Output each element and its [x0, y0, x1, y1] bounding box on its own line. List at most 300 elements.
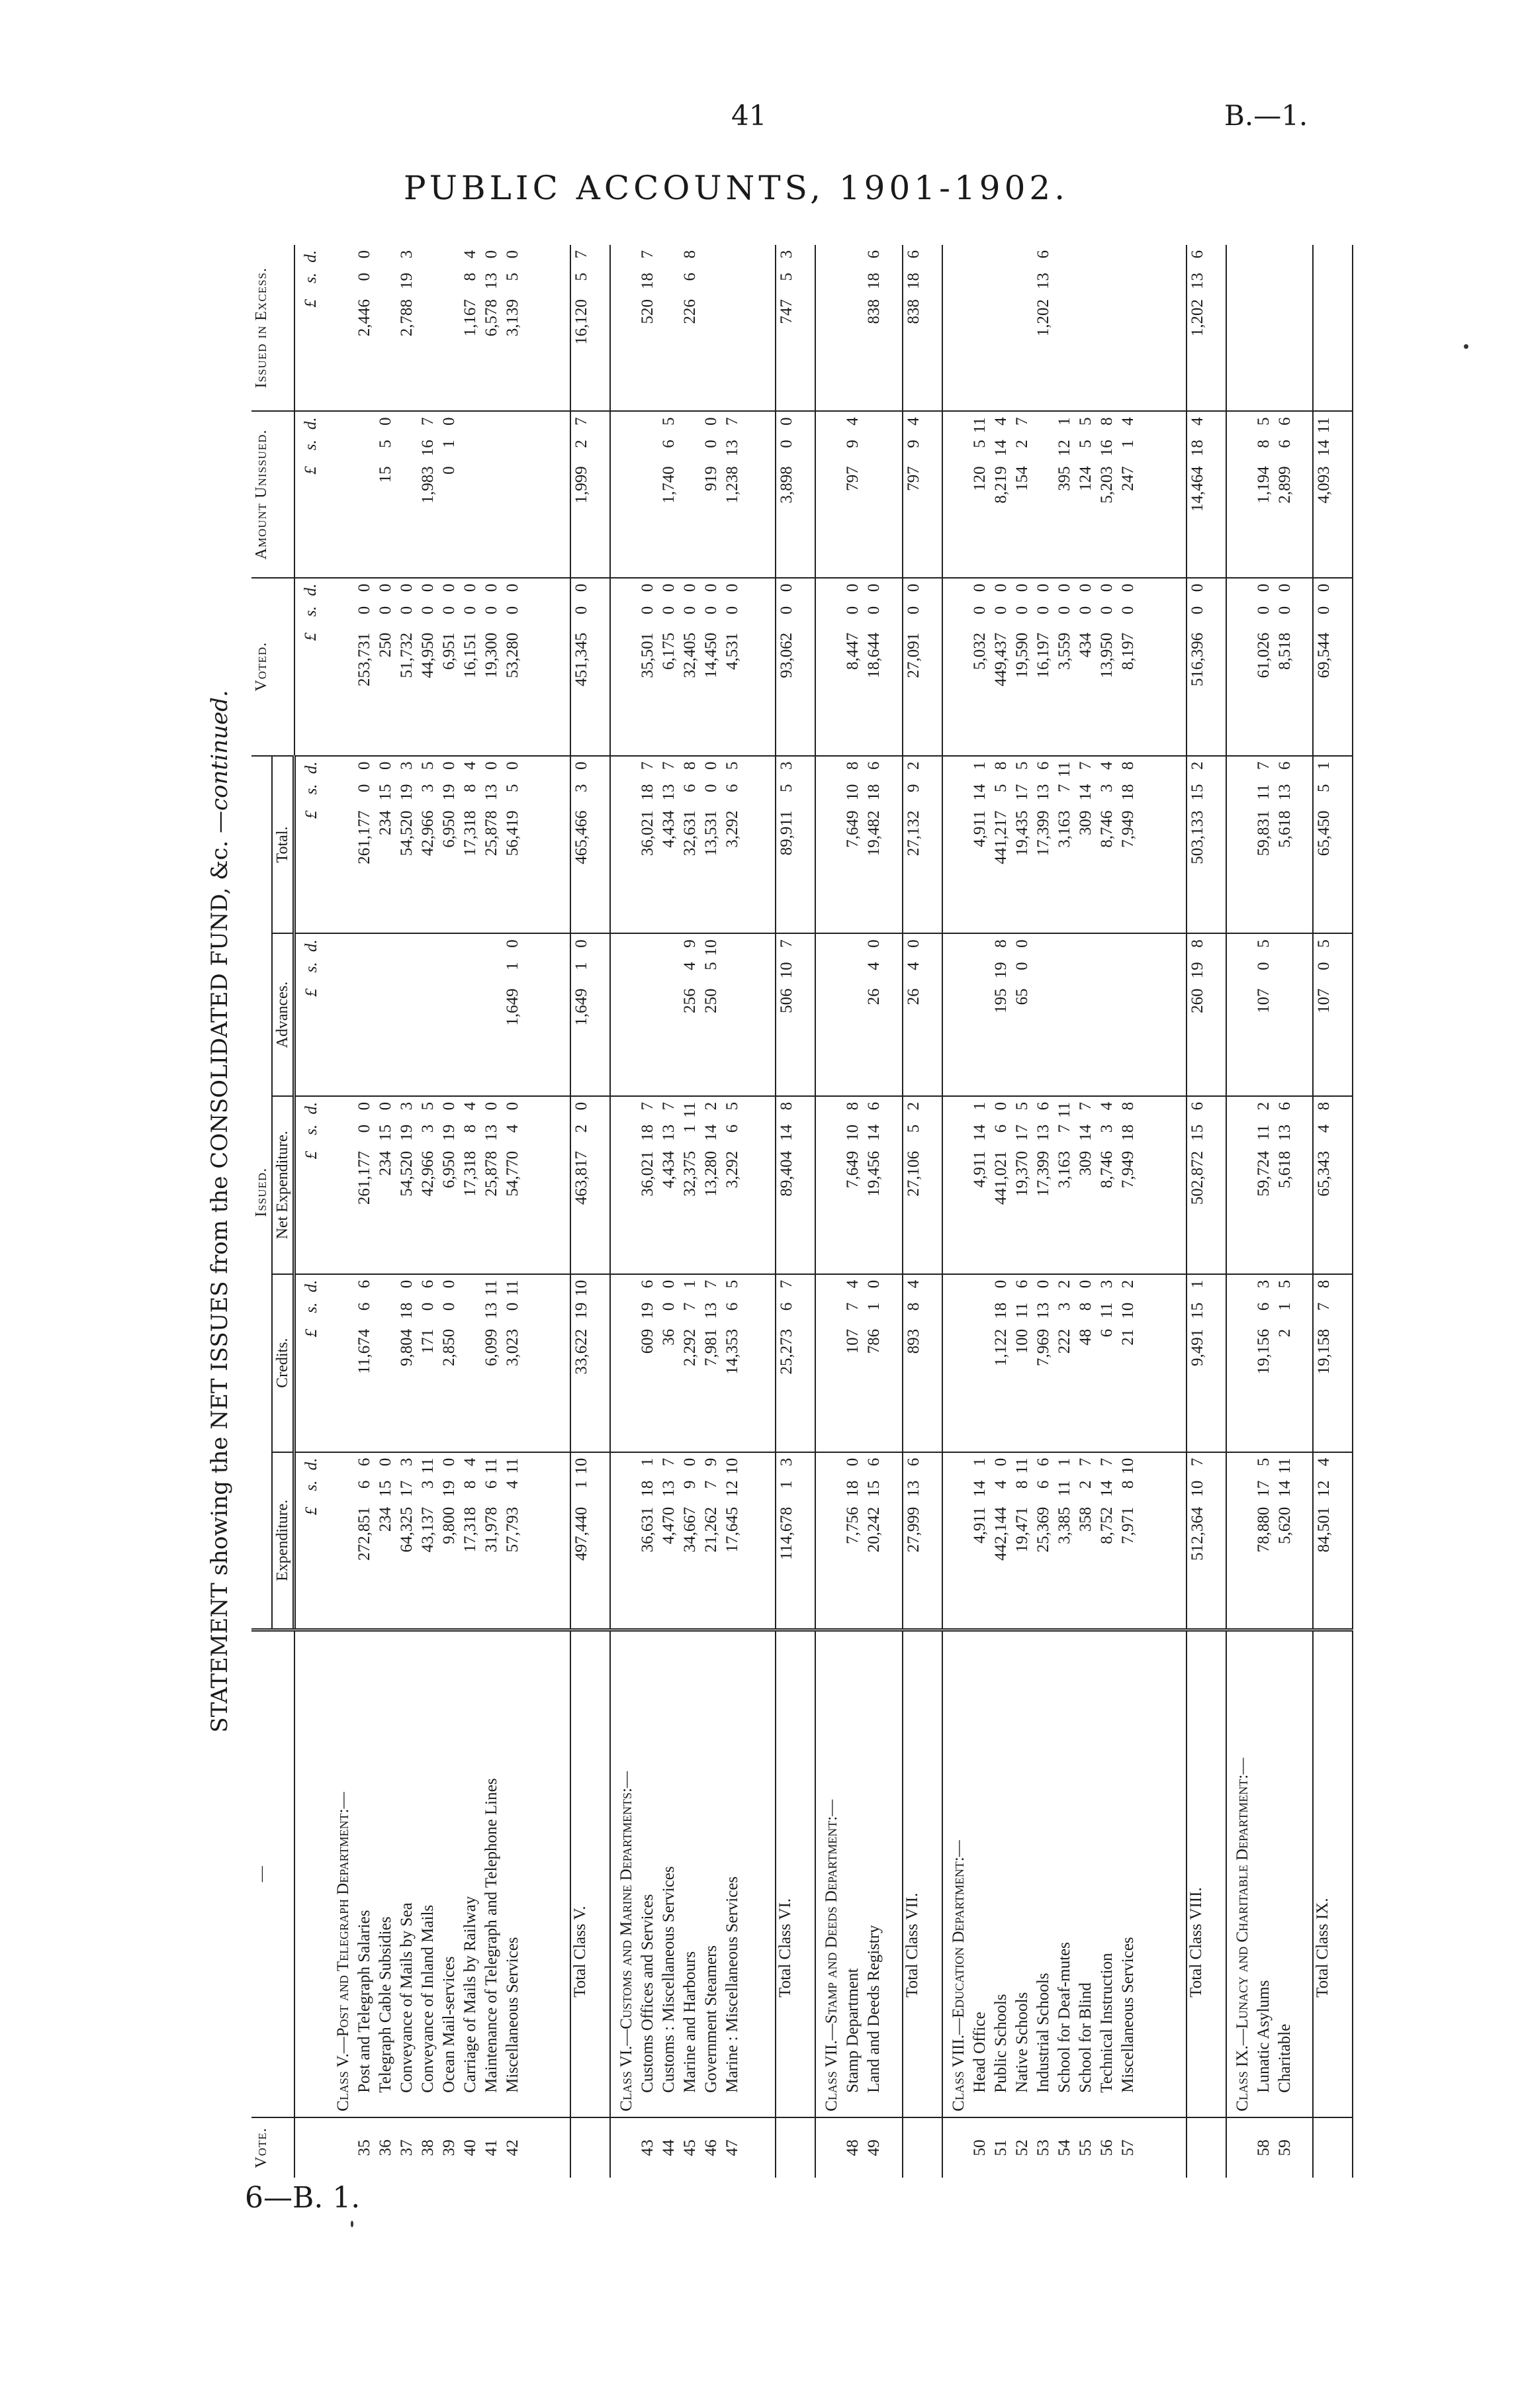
- amount-part: 8: [461, 273, 479, 281]
- amount-part: 0: [355, 250, 373, 259]
- amount-part: 6,950: [439, 1150, 458, 1189]
- amount-part: 11: [482, 1279, 500, 1296]
- amount-part: 3: [1097, 784, 1116, 793]
- amount-part: 0: [702, 417, 721, 426]
- amount-part: 7: [660, 761, 678, 770]
- amount-part: 0: [991, 583, 1010, 592]
- cred-total: [1313, 1274, 1353, 1452]
- unit-label: £: [301, 299, 320, 308]
- amount-part: 2: [1254, 1101, 1273, 1111]
- amount-part: 7: [572, 250, 591, 259]
- col-issued-header: Issued.: [251, 756, 272, 1630]
- amount-part: 2: [904, 1101, 922, 1111]
- amount-part: 6: [1034, 1101, 1052, 1111]
- amount-part: 0: [355, 1101, 373, 1111]
- voted-cells: [328, 578, 571, 756]
- vote-number: 54: [1055, 2139, 1073, 2156]
- amount-part: 64,325: [397, 1506, 416, 1553]
- amount-part: 13: [660, 784, 678, 801]
- amount-part: 43,137: [418, 1506, 437, 1553]
- amount-part: 7: [702, 1480, 721, 1489]
- amount-part: 512,364: [1188, 1506, 1206, 1561]
- vote-number: 35: [355, 2139, 373, 2156]
- amount-part: 8: [1188, 939, 1206, 948]
- amount-part: 0: [702, 440, 721, 448]
- class-block-row: [815, 245, 902, 2178]
- amount-part: 18: [639, 273, 657, 289]
- amount-part: 1: [639, 1458, 657, 1467]
- amount-part: 27,106: [904, 1150, 922, 1197]
- amount-part: 19,456: [865, 1150, 883, 1197]
- amount-part: 53,280: [503, 632, 521, 678]
- amount-part: 2: [1012, 440, 1031, 448]
- amount-part: 14: [970, 1480, 989, 1497]
- amount-part: 11: [1254, 784, 1273, 800]
- cred-cells: [1226, 1274, 1313, 1452]
- amount-part: 4: [904, 1279, 922, 1289]
- amount-part: 0: [723, 583, 742, 592]
- amount-part: 0: [482, 250, 500, 259]
- amount-part: 6: [639, 1279, 657, 1289]
- amount-part: 65: [1012, 988, 1031, 1005]
- class-heading: Class IX.—Lunacy and Charitable Department:—: [1233, 1757, 1251, 2111]
- unit-label: d.: [302, 1101, 320, 1115]
- amount-part: 838: [904, 299, 922, 324]
- amount-part: 6: [723, 1302, 742, 1311]
- amount-part: 13: [1034, 273, 1052, 289]
- amount-part: 272,851: [355, 1506, 373, 1561]
- amount-part: 9: [904, 440, 922, 448]
- amount-part: 6: [1275, 440, 1294, 448]
- amount-part: 51,732: [397, 632, 416, 678]
- item-description: Native Schools: [1012, 1992, 1031, 2093]
- total-cells: [1226, 756, 1313, 934]
- amount-part: 3: [1097, 1279, 1116, 1289]
- amount-part: 6: [904, 250, 922, 259]
- amount-part: 4: [991, 417, 1010, 426]
- amount-part: 33,622: [572, 1328, 591, 1375]
- amount-part: 25,878: [482, 810, 500, 857]
- amount-part: 5: [1275, 1279, 1294, 1289]
- amount-part: 2: [904, 761, 922, 770]
- amount-part: 8: [1097, 417, 1116, 426]
- exc-cells: [942, 245, 1187, 411]
- amount-part: 13: [482, 273, 500, 289]
- amount-part: 17,399: [1034, 810, 1052, 857]
- amount-part: 5,203: [1097, 466, 1116, 504]
- exc-cells: [1226, 245, 1313, 411]
- amount-part: 8: [1012, 1480, 1031, 1489]
- amount-part: 3: [778, 1458, 796, 1467]
- amount-part: 8: [1118, 1480, 1137, 1489]
- amount-part: 14: [1076, 784, 1095, 801]
- amount-part: 3: [397, 1101, 416, 1111]
- amount-part: 0: [461, 583, 479, 592]
- amount-part: 14: [1076, 1124, 1095, 1141]
- amount-part: 5: [1315, 939, 1333, 948]
- amount-part: 0: [503, 939, 521, 948]
- amount-part: 497,440: [572, 1506, 591, 1561]
- amount-part: 4: [1315, 1458, 1333, 1467]
- unis-total: [1187, 411, 1226, 577]
- amount-part: 0: [660, 1302, 678, 1311]
- item-description: Carriage of Mails by Railway: [461, 1896, 479, 2093]
- item-description: Conveyance of Inland Mails: [418, 1904, 437, 2093]
- amount-part: 0: [355, 761, 373, 770]
- amount-part: 0: [355, 583, 373, 592]
- amount-part: 0: [355, 273, 373, 281]
- amount-part: 4: [1097, 1101, 1116, 1111]
- net-total: [570, 1096, 610, 1274]
- amount-part: 0: [723, 606, 742, 615]
- amount-part: 25,878: [482, 1150, 500, 1197]
- amount-part: 8,219: [991, 466, 1010, 504]
- amount-part: 261,177: [355, 1150, 373, 1205]
- vote-number: 45: [681, 2139, 699, 2156]
- amount-part: 6: [723, 1124, 742, 1133]
- amount-part: 6,950: [439, 810, 458, 848]
- amount-part: 0: [439, 583, 458, 592]
- amount-part: 18: [639, 1124, 657, 1141]
- amount-part: 5: [1315, 784, 1333, 793]
- vote-number: 59: [1275, 2139, 1294, 2156]
- amount-part: 57,793: [503, 1506, 521, 1553]
- amount-part: 797: [904, 466, 922, 491]
- item-description: Head Office: [970, 2012, 989, 2093]
- amount-part: 7,756: [844, 1506, 862, 1544]
- amount-part: 5: [970, 440, 989, 448]
- amount-part: 6: [865, 1458, 883, 1467]
- adv-total: [1313, 933, 1353, 1095]
- amount-part: 18: [639, 1480, 657, 1497]
- amount-part: 11: [1012, 1458, 1031, 1474]
- amount-part: 1: [503, 962, 521, 970]
- amount-part: 3,139: [503, 299, 521, 337]
- amount-part: 1,740: [660, 466, 678, 504]
- unit-label: d.: [301, 417, 320, 430]
- amount-part: 10: [702, 939, 721, 956]
- amount-part: 5,620: [1275, 1506, 1294, 1544]
- unit-label: £: [302, 810, 320, 819]
- amount-part: 9,800: [439, 1506, 458, 1544]
- amount-part: 0: [503, 761, 521, 770]
- description-cell: [610, 1630, 776, 2117]
- exc-total: [1187, 245, 1226, 411]
- amount-part: 19: [397, 784, 416, 801]
- amount-part: 1: [778, 1480, 796, 1489]
- amount-part: 36,021: [639, 810, 657, 857]
- amount-part: 5: [723, 761, 742, 770]
- amount-part: 0: [572, 606, 591, 615]
- vote-number: 53: [1034, 2139, 1052, 2156]
- amount-part: 9,491: [1188, 1328, 1206, 1366]
- amount-part: 3,292: [723, 1150, 742, 1189]
- amount-part: 48: [1076, 1328, 1095, 1346]
- amount-part: 3: [778, 250, 796, 259]
- amount-part: 5,618: [1275, 810, 1294, 848]
- description-cell: [815, 1630, 902, 2117]
- amount-part: 8,746: [1097, 1150, 1116, 1189]
- amount-part: 18: [865, 784, 883, 801]
- cred-cells: [610, 1274, 776, 1452]
- amount-part: 434: [1076, 632, 1095, 658]
- item-description: Land and Deeds Registry: [865, 1925, 883, 2093]
- amount-part: 0: [439, 1101, 458, 1111]
- amount-part: 7,969: [1034, 1328, 1052, 1366]
- amount-part: 15: [1188, 1124, 1206, 1141]
- amount-part: 10: [844, 784, 862, 801]
- amount-part: 18: [844, 1480, 862, 1497]
- amount-part: 14: [1315, 440, 1333, 457]
- exp-cells: [610, 1452, 776, 1630]
- amount-part: 6: [1275, 761, 1294, 770]
- caption-continued: —continued.: [206, 690, 233, 833]
- amount-part: 0: [376, 583, 394, 592]
- amount-part: 5,032: [970, 632, 989, 670]
- amount-part: 8: [1315, 1279, 1333, 1289]
- amount-part: 6: [904, 1458, 922, 1467]
- amount-part: 4: [1118, 417, 1137, 426]
- amount-part: 2,899: [1275, 466, 1294, 504]
- amount-part: 7: [418, 417, 437, 426]
- amount-part: 171: [418, 1328, 437, 1354]
- amount-part: 3,559: [1055, 632, 1073, 670]
- amount-part: 11: [1275, 1458, 1294, 1474]
- amount-part: 13: [482, 1124, 500, 1141]
- amount-part: 11: [681, 1101, 699, 1118]
- amount-part: 0: [660, 1279, 678, 1289]
- amount-part: 10: [572, 1279, 591, 1297]
- amount-part: 11: [503, 1279, 521, 1296]
- amount-part: 18: [1118, 1124, 1137, 1141]
- adv-cells: [815, 933, 902, 1095]
- total-label: Total Class VIII.: [1187, 1630, 1226, 2117]
- amount-part: 5: [418, 761, 437, 770]
- item-description: Customs : Miscellaneous Services: [660, 1866, 678, 2093]
- item-description: Customs Offices and Services: [639, 1894, 657, 2093]
- amount-part: 8: [1118, 1101, 1137, 1111]
- amount-part: 838: [865, 299, 883, 324]
- page-title: PUBLIC ACCOUNTS, 1901-1902.: [404, 169, 1069, 207]
- amount-part: 19: [1188, 962, 1206, 979]
- amount-part: 10: [1118, 1302, 1137, 1319]
- description-cell: [1226, 1630, 1313, 2117]
- amount-part: 1,194: [1254, 466, 1273, 504]
- amount-part: 19,300: [482, 632, 500, 678]
- amount-part: 7: [1076, 1458, 1095, 1467]
- class-heading: Class VII.—Stamp and Deeds Department:—: [823, 1799, 841, 2111]
- amount-part: 6,951: [439, 632, 458, 670]
- amount-part: 0: [1188, 606, 1206, 615]
- amount-part: 503,133: [1188, 810, 1206, 864]
- adv-total: [776, 933, 815, 1095]
- exc-total: [776, 245, 815, 411]
- vote-number: 51: [991, 2139, 1010, 2156]
- amount-part: 0: [865, 939, 883, 948]
- amount-part: 13: [1275, 1124, 1294, 1141]
- amount-part: 20,242: [865, 1506, 883, 1553]
- amount-part: 309: [1076, 810, 1095, 836]
- amount-part: 154: [1012, 466, 1031, 491]
- amount-part: 7,649: [844, 810, 862, 848]
- amount-part: 11: [418, 1458, 437, 1474]
- amount-part: 27,091: [904, 632, 922, 678]
- class-block-row: [942, 245, 1187, 2178]
- amount-part: 19: [439, 1124, 458, 1141]
- amount-part: 0: [439, 761, 458, 770]
- amount-part: 0: [397, 606, 416, 615]
- amount-part: 451,345: [572, 632, 591, 686]
- amount-part: 107: [1315, 988, 1333, 1013]
- amount-part: 9: [904, 784, 922, 793]
- amount-part: 7: [639, 250, 657, 259]
- amount-part: 18: [639, 784, 657, 801]
- col-voted-header: Voted.: [251, 578, 294, 756]
- amount-part: 195: [991, 988, 1010, 1013]
- amount-part: 9: [681, 939, 699, 948]
- col-credits-header: Credits.: [272, 1274, 294, 1452]
- amount-part: 502,872: [1188, 1150, 1206, 1205]
- amount-part: 11: [1254, 1124, 1273, 1140]
- amount-part: 16,197: [1034, 632, 1052, 678]
- amount-part: 35,501: [639, 632, 657, 678]
- amount-part: 8,447: [844, 632, 862, 670]
- amount-part: 0: [681, 583, 699, 592]
- amount-part: 0: [778, 606, 796, 615]
- total-label: Total Class VI.: [776, 1630, 815, 2117]
- amount-part: 69,544: [1315, 632, 1333, 678]
- col-desc-header: —: [251, 1630, 294, 2117]
- amount-part: 8: [681, 250, 699, 259]
- amount-part: 19: [397, 1124, 416, 1141]
- amount-part: 19,370: [1012, 1150, 1031, 1197]
- units-cell: [294, 411, 328, 577]
- amount-part: 0: [1254, 583, 1273, 592]
- amount-part: 7,649: [844, 1150, 862, 1189]
- amount-part: 42,966: [418, 1150, 437, 1197]
- amount-part: 7: [1254, 761, 1273, 770]
- amount-part: 7: [1076, 1101, 1095, 1111]
- amount-part: 0: [702, 583, 721, 592]
- amount-part: 6: [681, 784, 699, 793]
- amount-part: 0: [991, 1458, 1010, 1467]
- amount-part: 0: [439, 1302, 458, 1311]
- amount-part: 0: [1012, 606, 1031, 615]
- exc-cells: [328, 245, 571, 411]
- item-description: Technical Instruction: [1097, 1953, 1116, 2093]
- amount-part: 1: [681, 1124, 699, 1133]
- amount-part: 747: [778, 299, 796, 324]
- units-cell: [294, 1096, 328, 1274]
- total-label: Total Class VII.: [903, 1630, 942, 2117]
- amount-part: 0: [1012, 962, 1031, 970]
- unit-label: £: [302, 1150, 320, 1160]
- col-total-header: Total.: [272, 756, 294, 934]
- net-total: [1187, 1096, 1226, 1274]
- amount-part: 89,911: [778, 810, 796, 856]
- amount-part: 4: [844, 1279, 862, 1289]
- voted-total: [1313, 578, 1353, 756]
- exp-total: [1313, 1452, 1353, 1630]
- amount-part: 114,678: [778, 1506, 796, 1560]
- amount-part: 15: [376, 466, 394, 483]
- amount-part: 5: [1012, 761, 1031, 770]
- amount-part: 13: [482, 1302, 500, 1319]
- amount-part: 3: [572, 784, 591, 793]
- amount-part: 9: [702, 1458, 721, 1467]
- amount-part: 0: [1034, 583, 1052, 592]
- amount-part: 0: [1275, 606, 1294, 615]
- speck-mark: [351, 2221, 353, 2227]
- amount-part: 2: [702, 1101, 721, 1111]
- total-cells: [328, 756, 571, 934]
- amount-part: 6: [1034, 1480, 1052, 1489]
- amount-part: 1: [1118, 440, 1137, 448]
- amount-part: 0: [572, 583, 591, 592]
- vote-number: 58: [1254, 2139, 1273, 2156]
- cred-cells: [815, 1274, 902, 1452]
- amount-part: 13: [904, 1480, 922, 1497]
- amount-part: 4: [865, 962, 883, 970]
- amount-part: 21: [1118, 1328, 1137, 1346]
- amount-part: 78,880: [1254, 1506, 1273, 1553]
- amount-part: 1: [1055, 1458, 1073, 1467]
- amount-part: 11: [503, 1458, 521, 1474]
- amount-part: 6,578: [482, 299, 500, 337]
- amount-part: 18: [1188, 440, 1206, 457]
- amount-part: 0: [1055, 583, 1073, 592]
- amount-part: 5: [1254, 1458, 1273, 1467]
- amount-part: 0: [1055, 606, 1073, 615]
- amount-part: 0: [1275, 583, 1294, 592]
- class-block-row: [1226, 245, 1313, 2178]
- caption-main: STATEMENT showing the NET ISSUES from the CONSOLIDATED FUND, &c.: [206, 840, 233, 1733]
- amount-part: 14: [970, 1124, 989, 1141]
- amount-part: 3,292: [723, 810, 742, 848]
- amount-part: 0: [1118, 606, 1137, 615]
- amount-part: 0: [970, 583, 989, 592]
- amount-part: 1,167: [461, 299, 479, 337]
- amount-part: 2: [1275, 1328, 1294, 1338]
- total-spacer: [1313, 2117, 1353, 2178]
- amount-part: 1,999: [572, 466, 591, 504]
- amount-part: 14: [991, 440, 1010, 457]
- amount-part: 4,434: [660, 1150, 678, 1189]
- amount-part: 3: [397, 1458, 416, 1467]
- amount-part: 7: [1055, 1124, 1073, 1133]
- cred-total: [570, 1274, 610, 1452]
- amount-part: 5: [723, 1101, 742, 1111]
- amount-part: 6: [1034, 1458, 1052, 1467]
- amount-part: 6: [1097, 1328, 1116, 1338]
- amount-part: 0: [1188, 583, 1206, 592]
- amount-part: 5: [1254, 939, 1273, 948]
- amount-part: 54,520: [397, 1150, 416, 1197]
- amount-part: 234: [376, 1506, 394, 1532]
- amount-part: 107: [1254, 988, 1273, 1013]
- voted-total: [776, 578, 815, 756]
- amount-part: 1,983: [418, 466, 437, 504]
- statement-caption: [189, 245, 251, 2178]
- net-cells: [815, 1096, 902, 1274]
- amount-part: 5: [904, 1124, 922, 1133]
- amount-part: 7: [1012, 417, 1031, 426]
- amount-part: 14: [702, 1124, 721, 1141]
- item-description: Marine and Harbours: [681, 1951, 699, 2093]
- amount-part: 59,724: [1254, 1150, 1273, 1197]
- adv-total: [903, 933, 942, 1095]
- amount-part: 520: [639, 299, 657, 324]
